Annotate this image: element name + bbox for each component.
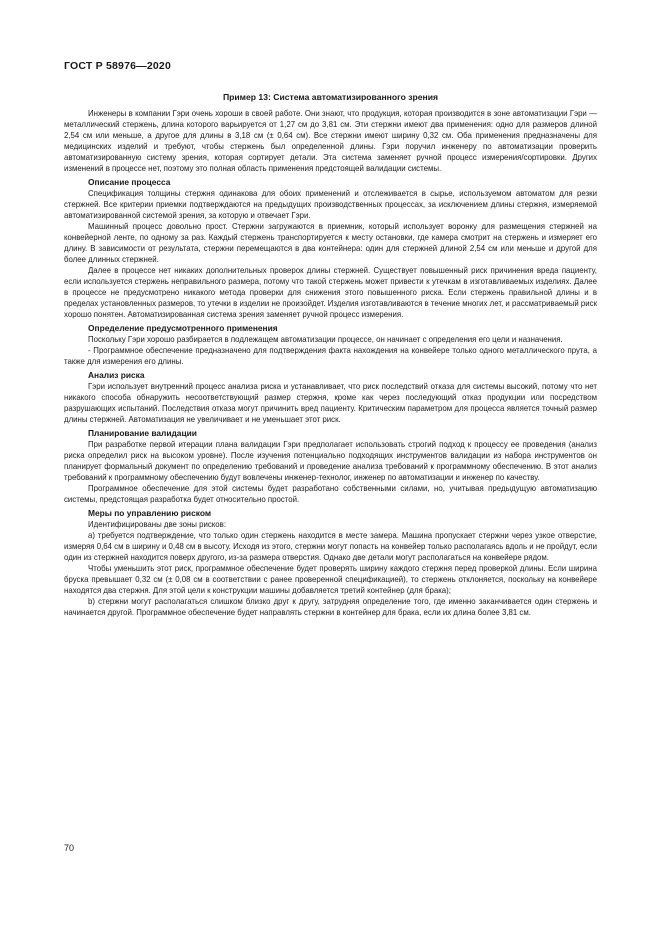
section-heading-validation-planning: Планирование валидации bbox=[88, 428, 197, 438]
example-title: Пример 13: Система автоматизированного зрения bbox=[222, 92, 439, 102]
page-number: 70 bbox=[64, 843, 75, 853]
section-heading-process-description: Описание процесса bbox=[88, 177, 171, 187]
paragraph: При разработке первой итерации плана валидации Гэри предполагает использовать строгий подход к процессу ее проведения (анализ риска определил риск на высоком уровне). После изучения потенциально подходящих инструментов валидации из набора инструментов он планирует формальный документ по определению требований и проведение анализа требований к программному обеспечению. В этот анализ требований к программному обеспечению будут вовлечены инженер-технолог, инженер по автоматизации и инженер по качеству. bbox=[64, 440, 597, 482]
paragraph: Гэри использует внутренний процесс анализа риска и устанавливает, что риск последствий отказа для системы высокий, потому что нет никакого способа обнаружить несоответствующий размер стержня, кроме как через последующий отказ продукции или посредством разрушающих испытаний. Последствия отказа могут причинить вред пациенту. Критическим параметром для процесса является точный размер длины стержней. Автоматизация не увеличивает и не уменьшает этот риск. bbox=[64, 382, 597, 424]
paragraph: Идентифицированы две зоны рисков: bbox=[88, 520, 227, 529]
paragraph: Далее в процессе нет никаких дополнительных проверок длины стержней. Существует повышенный риск причинения вреда пациенту, если используется стержень неправильного размера, потому что такой стержень может привести к утечкам в изготавливаемых изделиях. Далее в процессе не предусмотрено никакого метода проверки для снижения этого повышенного риска. Если стержень правильной длины и в пределах установленных размеров, то утечки в изделии не произойдет. Изделия изготавливаются в течение многих лет, и рассматриваемый риск хорошо понятен. Автоматизированная система зрения заменяет ручной процесс измерения. bbox=[64, 266, 597, 319]
paragraph: Чтобы уменьшить этот риск, программное обеспечение будет проверять ширину каждого стержня перед проверкой длины. Если ширина бруска превышает 0,32 см (± 0,08 см в соответствии с ранее проверенной спецификацией), то стержень отклоняется, поскольку на конвейере находятся два стержня. Для этой цели к конструкции машины добавляется третий контейнер (для брака); bbox=[64, 564, 597, 595]
paragraph: Программное обеспечение для этой системы будет разработано собственными силами, но, учитывая предыдущую автоматизацию системы, предстоящая разработка будет относительно простой. bbox=[64, 484, 597, 504]
page-content bbox=[64, 92, 597, 618]
section-heading-risk-control: Меры по управлению риском bbox=[88, 508, 212, 518]
paragraph: Поскольку Гэри хорошо разбирается в подлежащем автоматизации процессе, он начинает с определения его цели и назначения. bbox=[88, 335, 563, 344]
section-heading-intended-use: Определение предусмотренного применения bbox=[88, 323, 278, 333]
list-item: a) требуется подтверждение, что только один стержень находится в месте замера. Машина пропускает стержни через узкое отверстие, измеряя 0,64 см в ширину и 0,48 см в высоту. Исходя из этого, стержни могут попасть на конвейер только располагаясь вдоль и не пройдут, если один из стержней находится поверх другого, из-за размера отверстия. Однако две детали могут располагаться на конвейере рядом. bbox=[64, 531, 597, 562]
paragraph: - Программное обеспечение предназначено для подтверждения факта нахождения на конвейере только одного металлического прута, а также для измерения его длины. bbox=[64, 346, 597, 366]
section-heading-risk-analysis: Анализ риска bbox=[88, 370, 145, 380]
intro-paragraph: Инженеры в компании Гэри очень хороши в своей работе. Они знают, что продукция, которая производится в зоне автоматизации Гэри — металлический стержень, длина которого варьируется от 1,27 см до 3,81 см. Эти стержни имеют два применения: одно для размеров длиной 2,54 см или меньше, а другое для длины в 3,18 см (± 0,64 см). Все стержни имеют ширину 0,32 см. Оба применения предназначены для медицинских изделий и требуют, чтобы стержень был определенной длины. Гэри поручил инженеру по автоматизации проверить автоматизированную систему зрения, которая сортирует детали. Эта система заменяет ручной процесс измерения/сортировки. Других изменений в процессе нет, поэтому это полная область применения предстоящей валидации системы. bbox=[64, 109, 597, 173]
list-item: b) стержни могут располагаться слишком близко друг к другу, затрудняя определение того, где именно заканчивается один стержень и начинается другой. Программное обеспечение будет направлять стержни в контейнер для брака, если их длина более 3,81 см. bbox=[64, 597, 597, 617]
document-header: ГОСТ Р 58976—2020 bbox=[64, 60, 172, 72]
paragraph: Машинный процесс довольно прост. Стержни загружаются в приемник, который использует воронку для размещения стержней на конвейерной ленте, по одному за раз. Каждый стержень транспортируется к месту остановки, где камера смотрит на стержень и измеряет его длину. В зависимости от результата, стержни перемещаются в два контейнера: один для стержней длиной 2,54 см или меньше и другой для более длинных стержней. bbox=[64, 222, 597, 264]
paragraph: Спецификация толщины стержня одинакова для обоих применений и отслеживается в сырье, используемом автоматом для резки стержней. Все критерии приемки подтверждаются на предыдущих производственных процессах, за исключением длины стержня, измеряемой автоматизированной системой зрения, за которую и отвечает Гэри. bbox=[64, 189, 597, 220]
